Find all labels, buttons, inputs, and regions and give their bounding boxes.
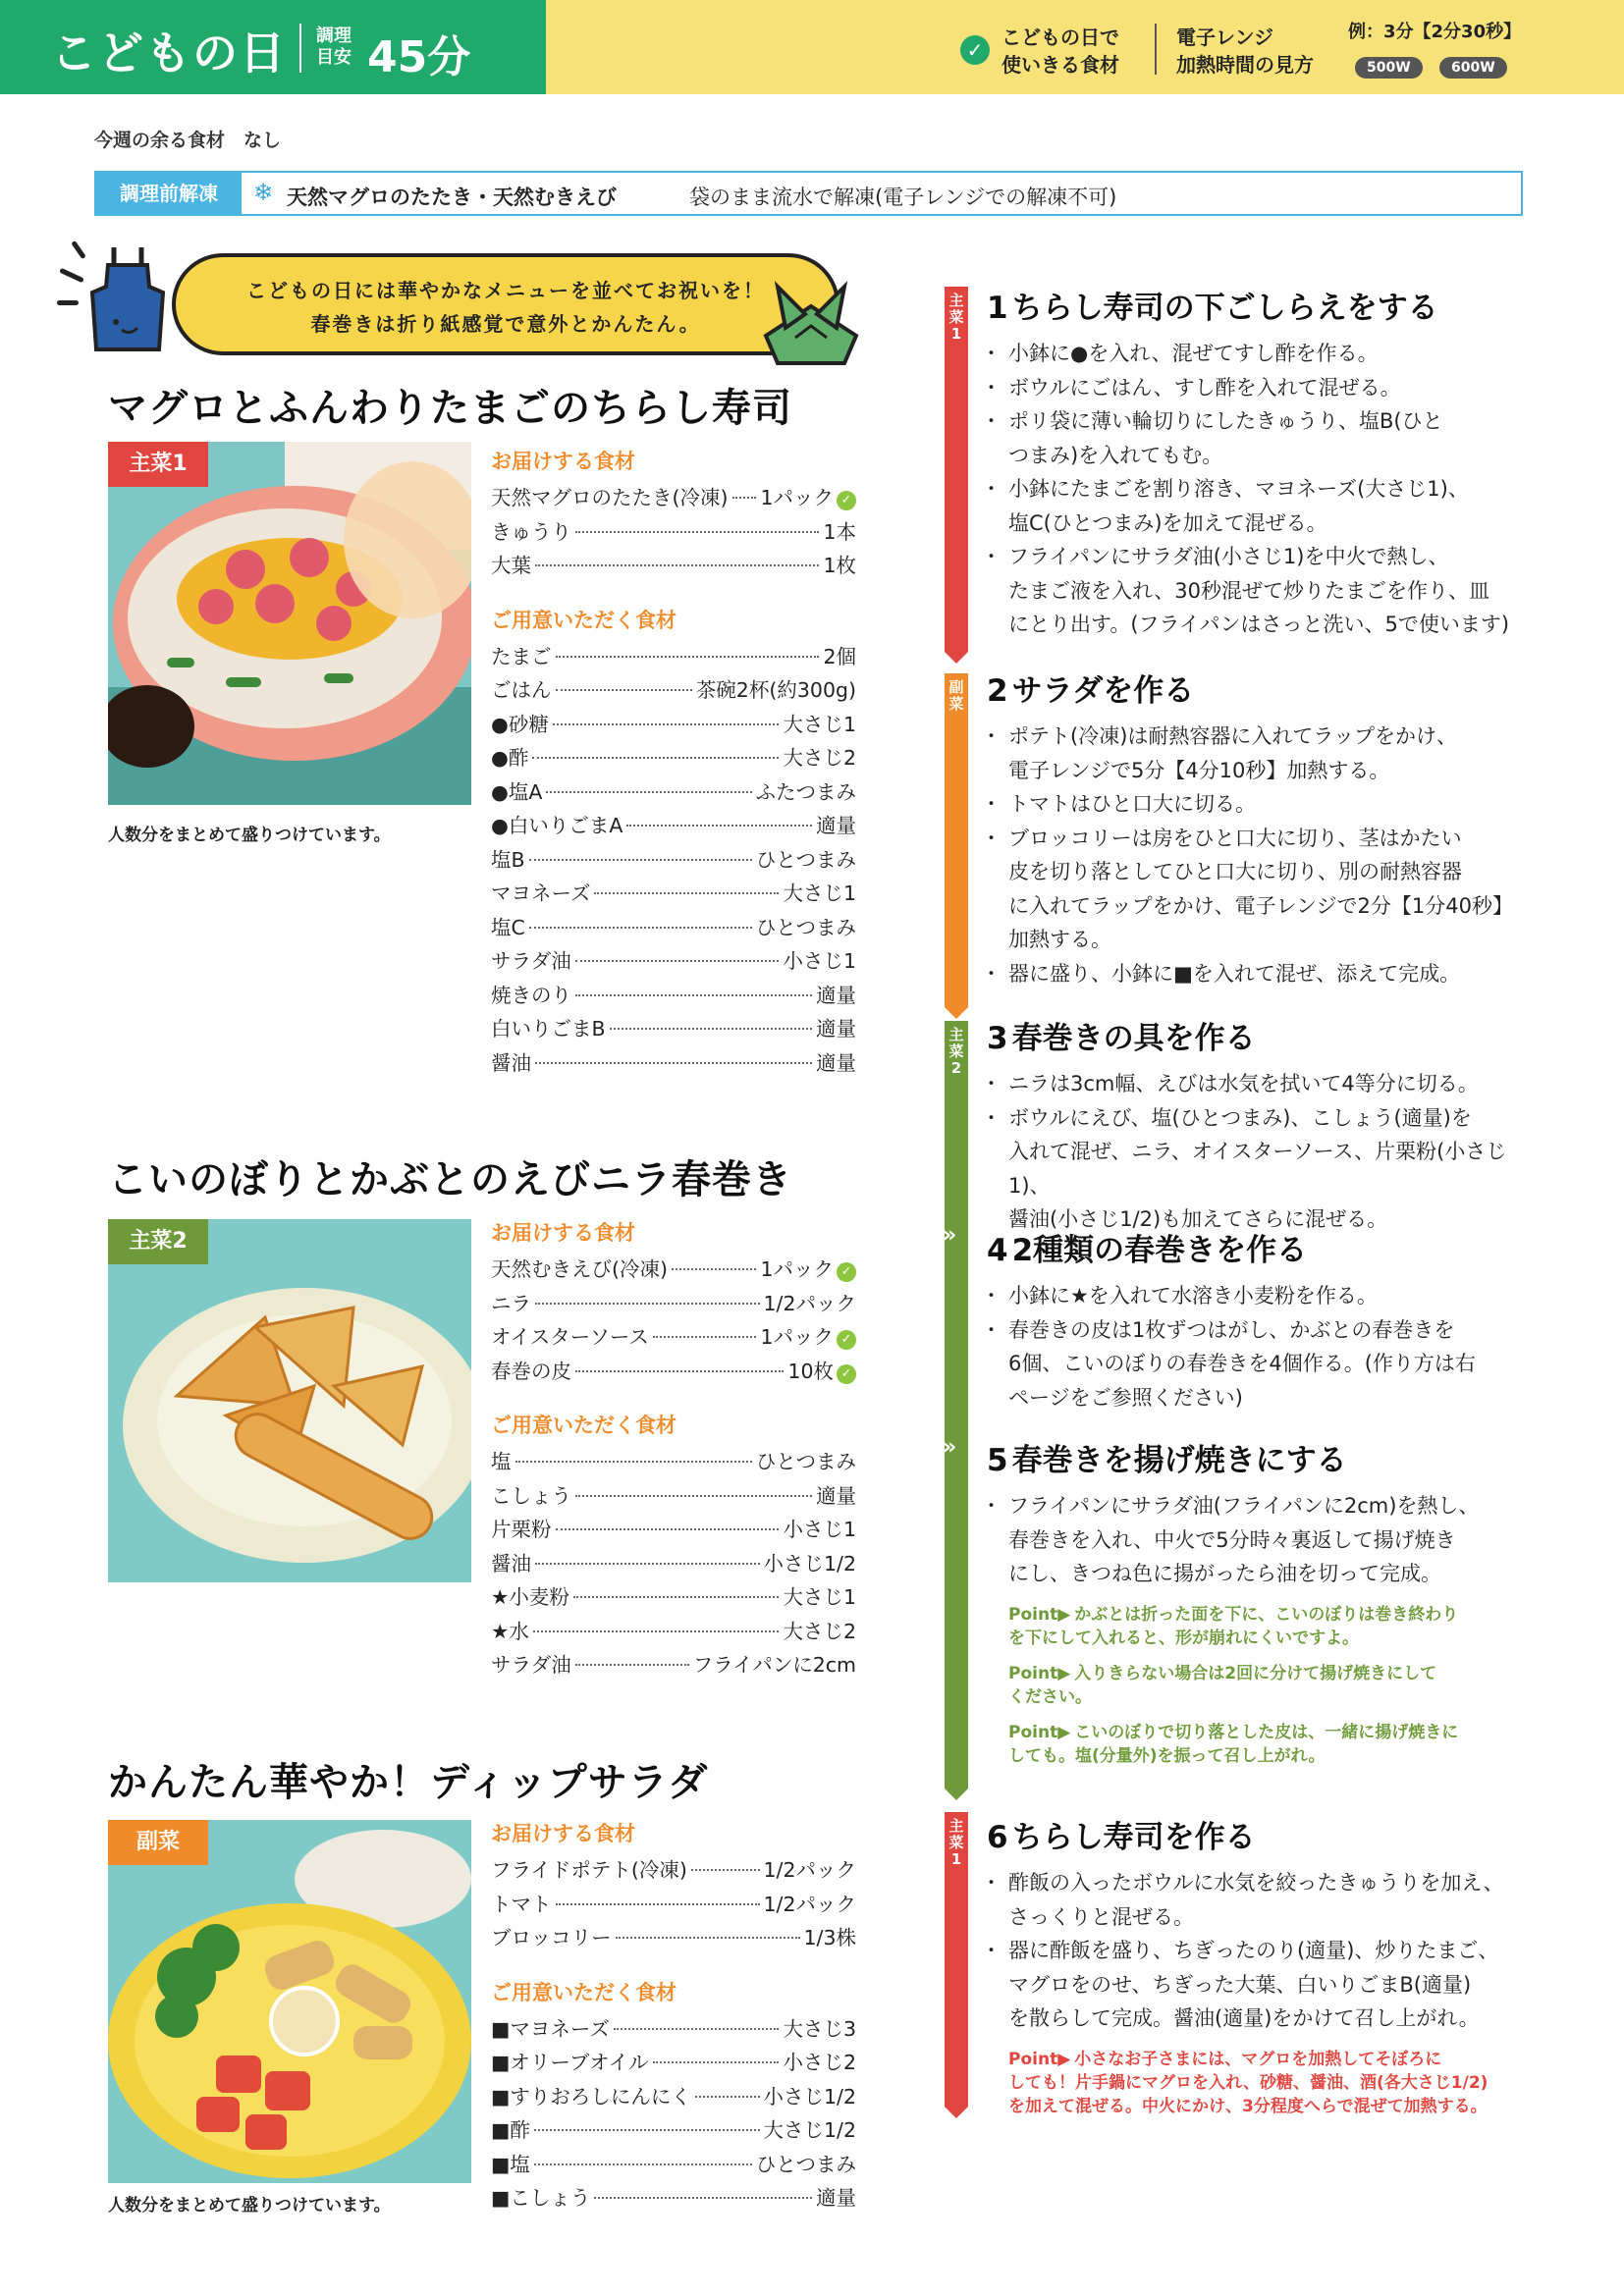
point-label: Point▶ — [1008, 1722, 1071, 1742]
step-bar-arrow — [945, 2107, 968, 2118]
ingredient-amount: 2個 — [823, 644, 856, 668]
intro-banner — [172, 253, 839, 355]
ingredient-amount: ひとつまみ — [755, 847, 856, 872]
dot-leader — [546, 791, 751, 793]
step-bar-arrow — [945, 1007, 968, 1019]
ingredient-row — [491, 1445, 856, 1479]
photo-note: 人数分をまとめて盛りつけています。 — [108, 826, 391, 845]
step-item: ・ トマトはひと口大に切る。 — [987, 787, 1537, 822]
dot-leader — [529, 927, 752, 929]
recipe-title: こいのぼりとかぶとのえびニラ春巻き — [108, 1157, 792, 1202]
page-header — [0, 0, 1624, 94]
check-icon: ✓ — [837, 1364, 856, 1384]
ingredient-name: 塩B — [491, 847, 525, 872]
dot-leader — [575, 1664, 689, 1666]
w600-badge: 600W — [1439, 57, 1507, 79]
ingredient-amount: 1/2パック — [763, 1858, 856, 1882]
ingredient-amount: 大さじ1 — [783, 712, 856, 736]
time-value: 45分 — [367, 32, 471, 82]
ingredient-row — [491, 1287, 856, 1321]
ingredient-row — [491, 843, 856, 878]
dot-leader — [610, 1028, 812, 1030]
ingredient-row — [491, 481, 856, 515]
step-title-text: 春巻きを揚げ焼きにする — [1011, 1443, 1347, 1478]
ingredient-row — [491, 775, 856, 810]
step-bar-label: 副 菜 — [948, 678, 964, 713]
burst-line — [57, 300, 79, 305]
chevron-down-icon: » — [943, 1223, 957, 1248]
ingredient-name: 醤油 — [491, 1551, 531, 1575]
ingredient-row — [491, 944, 856, 979]
ingredient-row — [491, 1547, 856, 1581]
divider — [1155, 24, 1157, 75]
ingredient-name: トマト — [491, 1892, 552, 1916]
prepare-heading: ご用意いただく食材 — [491, 608, 677, 632]
ingredient-name: マヨネーズ — [491, 881, 591, 905]
dot-leader — [653, 2061, 780, 2063]
ingredient-row — [491, 2080, 856, 2114]
dot-leader — [732, 497, 757, 499]
step-bar — [945, 1812, 968, 2107]
ingredient-amount: ふたつまみ — [755, 779, 856, 804]
step-number: 4 — [987, 1233, 1008, 1268]
ingredient-name: 春巻の皮 — [491, 1359, 571, 1383]
dot-leader — [533, 1630, 780, 1632]
ingredient-amount: 1/3株 — [803, 1926, 856, 1949]
ingredient-row — [491, 1648, 856, 1682]
dot-leader — [575, 1495, 812, 1497]
dot-leader — [626, 825, 812, 827]
legend-microwave-label: 電子レンジ 加熱時間の見方 — [1176, 26, 1314, 77]
step-number: 2 — [987, 673, 1008, 709]
prepare-heading: ご用意いただく食材 — [491, 1980, 677, 2004]
ingredient-name: 白いりごまB — [491, 1017, 606, 1041]
step-number: 6 — [987, 1820, 1008, 1855]
step-title-text: 春巻きの具を作る — [1011, 1021, 1256, 1056]
dot-leader — [553, 723, 780, 725]
ingredient-amount: 1パック — [760, 1325, 834, 1349]
ingredient-row — [491, 1888, 856, 1922]
recipe-tag: 副菜 — [108, 1820, 208, 1865]
ingredient-row — [491, 1580, 856, 1615]
step-number: 1 — [987, 291, 1008, 326]
step-title — [987, 283, 1537, 327]
dot-leader — [529, 859, 752, 861]
ingredient-name: 醤油 — [491, 1050, 531, 1075]
burst-line — [71, 240, 86, 259]
step-item: ・ ニラは3cm幅、えびは水気を拭いて4等分に切る。 — [987, 1067, 1537, 1101]
ingredient-row — [491, 1615, 856, 1649]
photo-note: 人数分をまとめて盛りつけています。 — [108, 2196, 391, 2216]
ingredient-row — [491, 1253, 856, 1287]
ingredient-row — [491, 2012, 856, 2047]
ingredient-list — [491, 1818, 856, 2216]
step-bar — [945, 1021, 968, 1789]
ingredient-name: ★小麦粉 — [491, 1585, 569, 1609]
ingredient-amount: 茶碗2杯(約300g) — [695, 678, 856, 702]
dot-leader — [534, 2163, 752, 2165]
step — [987, 1435, 1537, 1768]
dot-leader — [535, 1563, 760, 1565]
step — [987, 1812, 1537, 2118]
delivered-heading: お届けする食材 — [491, 1822, 635, 1845]
ingredient-row — [491, 1853, 856, 1888]
dot-leader — [575, 531, 819, 533]
step-bar-arrow — [945, 652, 968, 664]
point-text: 入りきらない場合は2回に分けて揚げ焼きにして ください。 — [1008, 1663, 1437, 1707]
ingredient-name: きゅうり — [491, 519, 571, 544]
ingredient-amount: 1パック — [760, 486, 834, 509]
ingredient-name: こしょう — [491, 1483, 571, 1508]
ingredient-amount: 適量 — [816, 1017, 856, 1041]
dot-leader — [575, 960, 780, 962]
ingredient-name: ■すりおろしにんにく — [491, 2084, 691, 2109]
thaw-box — [94, 171, 1523, 216]
dot-leader — [534, 2129, 760, 2131]
ingredient-row — [491, 1355, 856, 1389]
ingredient-row — [491, 1479, 856, 1514]
ingredient-name: ごはん — [491, 678, 552, 702]
step-number: 3 — [987, 1021, 1008, 1056]
ingredient-row — [491, 741, 856, 775]
ingredient-name: ニラ — [491, 1291, 531, 1315]
ingredient-amount: ひとつまみ — [755, 915, 856, 939]
recipe-photo — [108, 1820, 471, 2183]
microwave-example: 例：3分【2分30秒】 — [1348, 22, 1522, 42]
step-title — [987, 1013, 1537, 1057]
point-note — [1008, 1721, 1537, 1768]
ingredient-amount: 大さじ3 — [783, 2016, 856, 2041]
dot-leader — [594, 2197, 812, 2199]
ingredient-amount: 適量 — [816, 983, 856, 1007]
ingredient-row — [491, 1046, 856, 1081]
ingredient-row — [491, 2113, 856, 2148]
banner-line-1: こどもの日には華やかなメニューを並べてお祝いを！ — [246, 279, 765, 302]
dot-leader — [653, 1336, 757, 1338]
step-item: ・ ボウルにごはん、すし酢を入れて混ぜる。 — [987, 371, 1537, 405]
ingredient-row — [491, 673, 856, 708]
ingredient-amount: 小さじ1/2 — [763, 2084, 856, 2109]
step-title-text: 2種類の春巻きを作る — [1011, 1233, 1308, 1268]
step-bar-label: 主 菜 2 — [948, 1026, 964, 1077]
kabuto-icon — [756, 277, 866, 371]
ingredient-name: ブロッコリー — [491, 1926, 612, 1949]
step-item: ・ ボウルにえび、塩(ひとつまみ)、こしょう(適量)を 入れて混ぜ、ニラ、オイスターソース、片栗粉(小さじ1)、 醤油(小さじ1/2)も加えてさらに混ぜる。 — [987, 1101, 1537, 1237]
ingredient-row — [491, 911, 856, 945]
ingredient-row — [491, 2181, 856, 2216]
step-bar — [945, 673, 968, 1007]
thaw-method: 袋のまま流水で解凍(電子レンジでの解凍不可) — [689, 186, 1117, 209]
ingredient-row — [491, 1320, 856, 1355]
thaw-items: 天然マグロのたたき・天然むきえび — [287, 186, 617, 209]
ingredient-row — [491, 1012, 856, 1046]
ingredient-list — [491, 1217, 856, 1682]
check-icon: ✓ — [837, 491, 856, 510]
ingredient-name: ●塩A — [491, 779, 543, 804]
ingredient-amount: ひとつまみ — [755, 1450, 856, 1473]
w500-badge: 500W — [1355, 57, 1423, 79]
dot-leader — [672, 1268, 756, 1270]
ingredient-amount: 小さじ2 — [783, 2051, 856, 2074]
step — [987, 1225, 1537, 1415]
step-title-text: サラダを作る — [1011, 673, 1195, 709]
check-icon: ✓ — [960, 35, 990, 65]
dot-leader — [594, 892, 779, 894]
chevron-down-icon: » — [943, 1435, 957, 1460]
ingredient-name: ●白いりごまA — [491, 814, 623, 837]
legend-check-label: こどもの日で 使いきる食材 — [1001, 26, 1119, 77]
apron-icon — [86, 241, 169, 355]
ingredient-amount: 小さじ1 — [783, 949, 856, 973]
ingredient-row — [491, 2148, 856, 2182]
dot-leader — [556, 1528, 780, 1530]
thaw-label: 調理前解凍 — [96, 173, 242, 214]
step-title — [987, 1812, 1537, 1856]
ingredient-name: ■塩 — [491, 2152, 530, 2176]
step-item: ・ 器に盛り、小鉢に■を入れて混ぜ、添えて完成。 — [987, 957, 1537, 991]
step-title-text: ちらし寿司の下ごしらえをする — [1011, 291, 1438, 326]
recipe-title: かんたん華やか！ディップサラダ — [108, 1760, 709, 1805]
ingredient-row — [491, 640, 856, 674]
ingredient-row — [491, 1513, 856, 1547]
ingredient-name: 天然マグロのたたき(冷凍) — [491, 486, 729, 509]
step-item: ・ 器に酢飯を盛り、ちぎったのり(適量)、炒りたまご、 マグロをのせ、ちぎった大葉、白いりごまB(適量) を散らして完成。醤油(適量)をかけて召し上がれ。 — [987, 1934, 1537, 2036]
recipe-photo — [108, 1219, 471, 1582]
ingredient-name: たまご — [491, 644, 552, 668]
step-number: 5 — [987, 1443, 1008, 1478]
step-title-text: ちらし寿司を作る — [1011, 1820, 1256, 1855]
header-title-block — [0, 0, 546, 94]
dot-leader — [556, 689, 692, 691]
dot-leader — [575, 1370, 784, 1372]
dot-leader — [573, 1596, 780, 1598]
ingredient-name: ■こしょう — [491, 2186, 591, 2210]
ingredient-amount: フライパンに2cm — [692, 1653, 856, 1677]
ingredient-list — [491, 446, 856, 1080]
dot-leader — [535, 1062, 812, 1064]
step-item: ・ フライパンにサラダ油(小さじ1)を中火で熱し、 たまご液を入れ、30秒混ぜて炒りたまごを作り、皿 にとり出す。(フライパンはさっと洗い、5で使います) — [987, 540, 1537, 642]
time-label: 調理 目安 — [316, 26, 352, 68]
ingredient-amount: 10枚 — [787, 1359, 834, 1383]
ingredient-row — [491, 1921, 856, 1955]
ingredient-amount: 1パック — [760, 1257, 834, 1281]
ingredient-amount: 大さじ2 — [783, 746, 856, 770]
ingredient-name: ●酢 — [491, 746, 529, 770]
ingredient-amount: 適量 — [816, 1050, 856, 1075]
dot-leader — [556, 1903, 760, 1905]
point-note — [1008, 1603, 1537, 1650]
step-item: ・ 酢飯の入ったボウルに水気を絞ったきゅうりを加え、 さっくりと混ぜる。 — [987, 1866, 1537, 1934]
banner-line-2: 春巻きは折り紙感覚で意外とかんたん。 — [310, 312, 701, 336]
ingredient-amount: 小さじ1 — [783, 1518, 856, 1541]
step-title — [987, 1225, 1537, 1269]
step — [987, 1013, 1537, 1237]
point-text: かぶとは折った面を下に、こいのぼりは巻き終わり を下にして入れると、形が崩れにくいですよ。 — [1008, 1604, 1459, 1648]
step-title — [987, 666, 1537, 710]
ingredient-name: オイスターソース — [491, 1325, 649, 1349]
burst-line — [59, 268, 84, 284]
step — [987, 283, 1537, 642]
point-note — [1008, 2048, 1537, 2118]
point-text: 小さなお子さまには、マグロを加熱してそぼろに しても！片手鍋にマグロを入れ、砂糖、醤油、酒(各大さじ1/2) を加えて混ぜる。中火にかけ、3分程度へらで混ぜて加熱する。 — [1008, 2049, 1489, 2116]
dot-leader — [535, 564, 819, 566]
step-item: ・ 小鉢に●を入れ、混ぜてすし酢を作る。 — [987, 337, 1537, 371]
step-item: ・ フライパンにサラダ油(フライパンに2cm)を熱し、 春巻きを入れ、中火で5分時々裏返して揚げ焼き にし、きつね色に揚がったら油を切って完成。 — [987, 1489, 1537, 1591]
ingredient-name: 大葉 — [491, 554, 531, 577]
check-icon: ✓ — [837, 1330, 856, 1350]
ingredient-row — [491, 877, 856, 911]
ingredient-amount: 大さじ1 — [783, 881, 856, 905]
page-title: こどもの日 — [51, 27, 287, 80]
ingredient-name: ★水 — [491, 1619, 529, 1643]
leftover-note: 今週の余る食材 なし — [94, 130, 282, 151]
dot-leader — [556, 656, 820, 658]
ingredient-name: 片栗粉 — [491, 1518, 552, 1541]
step-item: ・ ポリ袋に薄い輪切りにしたきゅうり、塩B(ひと つまみ)を入れてもむ。 — [987, 404, 1537, 472]
ingredient-name: ■マヨネーズ — [491, 2016, 610, 2041]
ingredient-row — [491, 708, 856, 742]
ingredient-name: サラダ油 — [491, 949, 571, 973]
step-bar-label: 主 菜 1 — [948, 1817, 964, 1868]
delivered-heading: お届けする食材 — [491, 450, 635, 473]
point-text: こいのぼりで切り落とした皮は、一緒に揚げ焼きに しても。塩(分量外)を振って召し上がれ。 — [1008, 1722, 1459, 1766]
ingredient-amount: 適量 — [816, 1483, 856, 1508]
recipe-tag: 主菜2 — [108, 1219, 208, 1264]
step-bar-label: 主 菜 1 — [948, 292, 964, 343]
ingredient-amount: 1/2パック — [763, 1291, 856, 1315]
ingredient-name: サラダ油 — [491, 1653, 571, 1677]
ingredient-amount: 小さじ1/2 — [763, 1551, 856, 1575]
ingredient-amount: 1/2パック — [763, 1892, 856, 1916]
dot-leader — [532, 757, 779, 759]
ingredient-amount: 適量 — [816, 814, 856, 837]
point-label: Point▶ — [1008, 1663, 1071, 1683]
ingredient-row — [491, 515, 856, 550]
ingredient-amount: 大さじ2 — [783, 1619, 856, 1643]
step-bar-arrow — [945, 1789, 968, 1800]
ingredient-name: ●砂糖 — [491, 712, 549, 736]
recipe-photo — [108, 442, 471, 805]
dot-leader — [616, 1937, 800, 1939]
step-item: ・ ブロッコリーは房をひと口大に切り、茎はかたい 皮を切り落としてひと口大に切り、別の耐熱容器 に入れてラップをかけ、電子レンジで2分【1分40秒】 加熱する。 — [987, 822, 1537, 957]
ingredient-amount: 1枚 — [823, 554, 856, 577]
divider — [299, 24, 301, 73]
ingredient-amount: ひとつまみ — [755, 2152, 856, 2176]
ingredient-name: 塩 — [491, 1450, 512, 1473]
ingredient-amount: 1本 — [823, 519, 856, 544]
dot-leader — [575, 994, 812, 996]
point-label: Point▶ — [1008, 2049, 1071, 2069]
step-item: ・ 小鉢にたまごを割り溶き、マヨネーズ(大さじ1)、 塩C(ひとつまみ)を加えて混ぜる。 — [987, 472, 1537, 540]
ingredient-amount: 適量 — [816, 2186, 856, 2210]
dot-leader — [535, 1303, 760, 1305]
dot-leader — [695, 2096, 760, 2098]
prepare-heading: ご用意いただく食材 — [491, 1414, 677, 1437]
ingredient-row — [491, 549, 856, 583]
ingredient-amount: 大さじ1 — [783, 1585, 856, 1609]
ingredient-name: 天然むきえび(冷凍) — [491, 1257, 668, 1281]
dot-leader — [691, 1869, 760, 1871]
point-note — [1008, 1662, 1537, 1709]
step-item: ・ 小鉢に★を入れて水溶き小麦粉を作る。 — [987, 1279, 1537, 1313]
check-icon: ✓ — [837, 1262, 856, 1282]
ingredient-name: ■酢 — [491, 2118, 530, 2142]
step — [987, 666, 1537, 990]
dot-leader — [614, 2028, 780, 2030]
ingredient-name: 塩C — [491, 915, 525, 939]
ingredient-row — [491, 2046, 856, 2080]
ingredient-amount: 大さじ1/2 — [763, 2118, 856, 2142]
ingredient-name: フライドポテト(冷凍) — [491, 1858, 687, 1882]
ingredient-row — [491, 809, 856, 843]
step-item: ・ 春巻きの皮は1枚ずつはがし、かぶとの春巻きを 6個、こいのぼりの春巻きを4個作る。(作り方は右 ページをご参照ください) — [987, 1313, 1537, 1415]
ingredient-row — [491, 979, 856, 1013]
recipe-title: マグロとふんわりたまごのちらし寿司 — [108, 386, 792, 431]
snowflake-icon: ❄ — [253, 179, 274, 206]
dot-leader — [515, 1461, 752, 1463]
delivered-heading: お届けする食材 — [491, 1221, 635, 1245]
recipe-tag: 主菜1 — [108, 442, 208, 487]
step-item: ・ ポテト(冷凍)は耐熱容器に入れてラップをかけ、 電子レンジで5分【4分10秒】加熱する。 — [987, 720, 1537, 787]
step-title — [987, 1435, 1537, 1479]
step-bar — [945, 287, 968, 652]
ingredient-name: ■オリーブオイル — [491, 2051, 649, 2074]
point-label: Point▶ — [1008, 1604, 1071, 1625]
ingredient-name: 焼きのり — [491, 983, 571, 1007]
